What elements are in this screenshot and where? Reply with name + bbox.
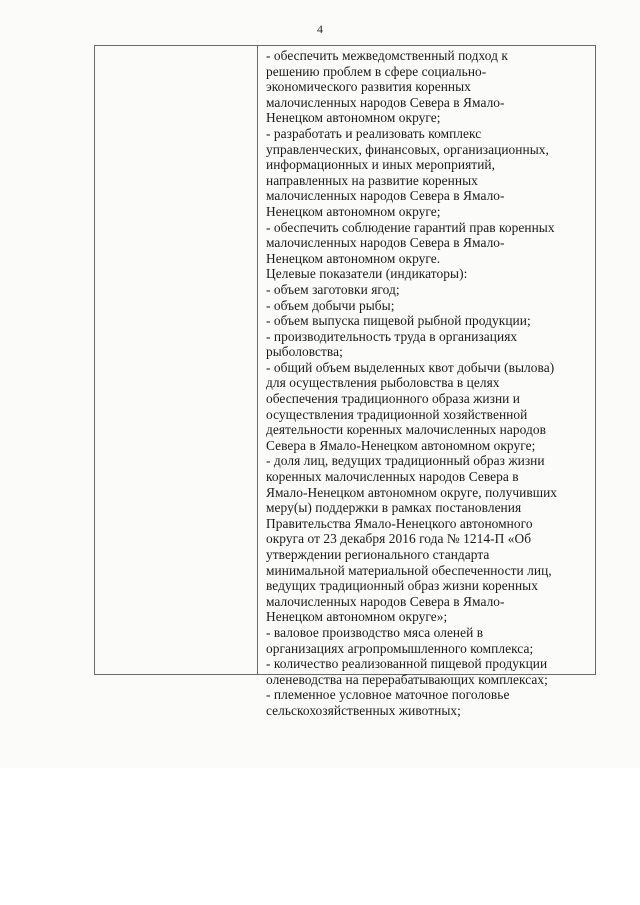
page-number: 4 [317, 22, 323, 36]
text-line: утверждении регионального стандарта [266, 547, 490, 562]
text-line: рыболовства; [266, 344, 343, 360]
text-line: Ямало-Ненецком автономном округе, получивших [266, 484, 558, 500]
text-line: - доля лиц, ведущих традиционный образ жизни [266, 453, 545, 469]
text-line: Севера в Ямало-Ненецком автономном округе; [266, 437, 536, 453]
text-line: - племенное условное маточное поголовье [266, 687, 510, 703]
text-line: - общий объем выделенных квот добычи (вылова) [266, 359, 555, 375]
text-line: малочисленных народов Севера в Ямало- [266, 593, 505, 609]
program-passport-table [94, 45, 596, 718]
text-line: - обеспечить соблюдение гарантий прав коренных [266, 219, 555, 235]
text-line: деятельности коренных малочисленных народов [266, 422, 546, 438]
text-line: оленеводства на перерабатывающих комплексах; [266, 671, 548, 687]
text-line: сельскохозяйственных животных; [266, 702, 461, 718]
text-line: решению проблем в сфере социально- [266, 63, 487, 79]
text-line: информационных и иных мероприятий, [266, 157, 496, 173]
indicators-heading: Целевые показатели (индикаторы): [266, 266, 468, 282]
text-line: - валовое производство мяса оленей в [266, 624, 484, 640]
text-line: управленческих, финансовых, организационных, [266, 141, 549, 157]
text-line: малочисленных народов Севера в Ямало- [266, 94, 505, 110]
text-line: минимальной материальной обеспеченности лиц, [266, 562, 552, 578]
text-line: - производительность труда в организациях [266, 328, 518, 344]
text-line: осуществления традиционной хозяйственной [266, 406, 528, 422]
text-line: экономического развития коренных [266, 79, 471, 95]
text-line: Ненецком автономном округе. [266, 250, 441, 266]
text-line: Ненецком автономном округе; [266, 110, 441, 126]
text-line: - объем выпуска пищевой рыбной продукции; [266, 313, 531, 329]
text-line: - количество реализованной пищевой продукции [266, 656, 548, 672]
text-line: - объем заготовки ягод; [266, 281, 400, 297]
text-line: - объем добычи рыбы; [266, 297, 395, 313]
text-line: направленных на развитие коренных [266, 172, 478, 188]
text-line: ведущих традиционный образ жизни коренных [266, 578, 538, 594]
text-line: малочисленных народов Севера в Ямало- [266, 235, 505, 251]
text-line: - разработать и реализовать комплекс [266, 125, 482, 141]
text-line: округа от 23 декабря 2016 года № 1214-П «Об [266, 531, 532, 547]
text-line: меру(ы) поддержки в рамках постановления [266, 500, 522, 516]
text-line: для осуществления рыболовства в целях [266, 375, 500, 391]
text-line: Ненецком автономном округе; [266, 203, 441, 219]
text-line: малочисленных народов Севера в Ямало- [266, 188, 505, 204]
table-left-cell [95, 46, 258, 674]
text-line: Ненецком автономном округе»; [266, 609, 448, 625]
table-right-cell [258, 46, 595, 718]
text-line: Правительства Ямало-Ненецкого автономного [266, 515, 533, 531]
text-line: - обеспечить межведомственный подход к [266, 48, 508, 63]
text-line: обеспечения традиционного образа жизни и [266, 391, 521, 407]
text-line: коренных малочисленных народов Севера в [266, 469, 519, 485]
text-line: организациях агропромышленного комплекса; [266, 640, 534, 656]
